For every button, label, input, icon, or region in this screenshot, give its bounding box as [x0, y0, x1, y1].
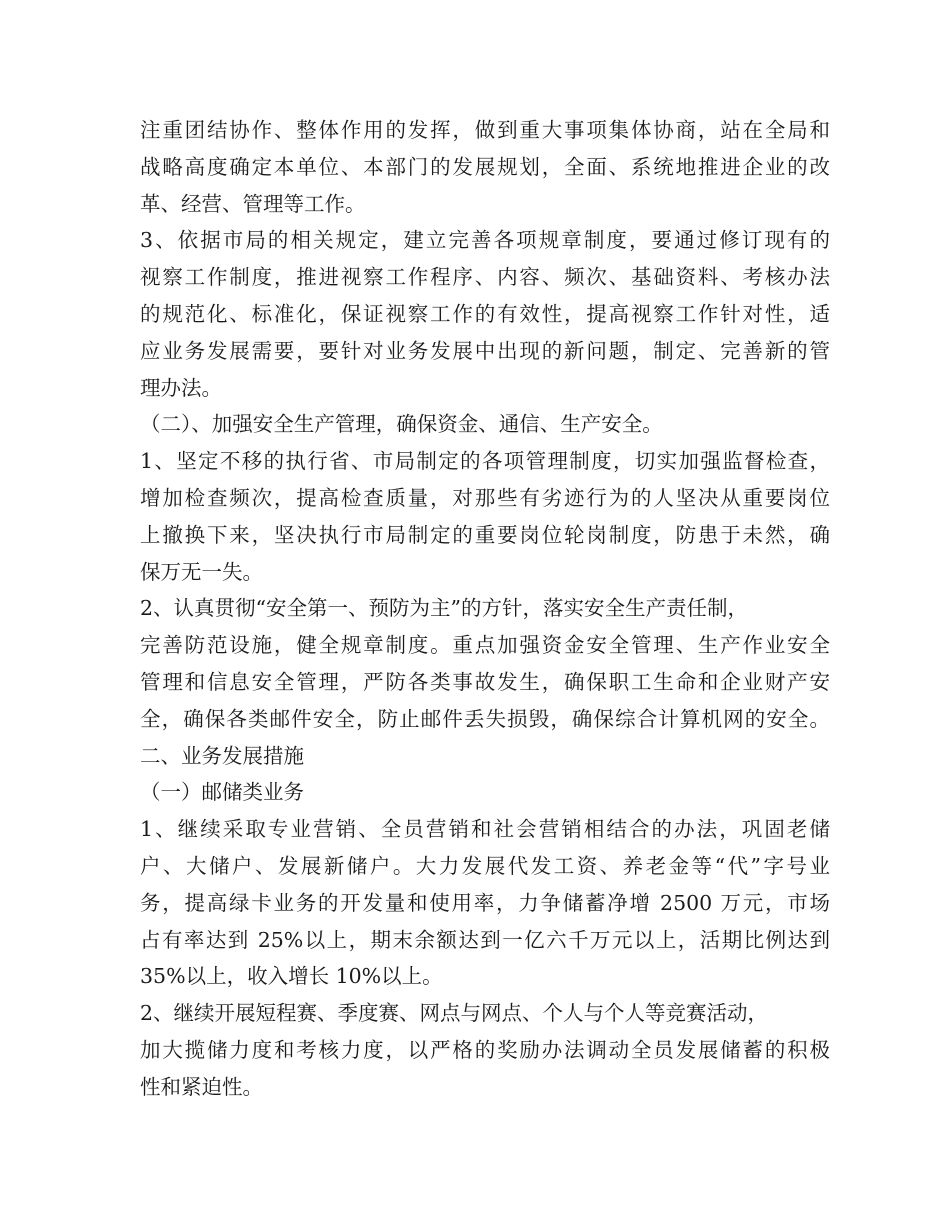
text-line: 35%以上，收入增长 10%以上。: [140, 964, 443, 989]
text-line: 2、继续开展短程赛、季度赛、网点与网点、个人与个人等竞赛活动，: [140, 1001, 769, 1026]
text-line: 视察工作制度，推进视察工作程序、内容、频次、基础资料、考核办法: [140, 265, 830, 290]
text-line: 1、继续采取专业营销、全员营销和社会营销相结合的办法，巩固老储: [140, 817, 830, 842]
section-heading: （二）、加强安全生产管理，确保资金、通信、生产安全。: [140, 412, 663, 437]
text-line: 增加检查频次，提高检查质量，对那些有劣迹行为的人坚决从重要岗位: [140, 485, 830, 510]
text-line: 户、大储户、发展新储户。大力发展代发工资、养老金等“代”字号业: [140, 853, 830, 878]
text-line: 性和紧迫性。: [140, 1074, 263, 1099]
text-line: 加大揽储力度和考核力度，以严格的奖励办法调动全员发展储蓄的积极: [140, 1037, 830, 1062]
text-line: 3、依据市局的相关规定，建立完善各项规章制度，要通过修订现有的: [140, 228, 830, 253]
text-line: 全，确保各类邮件安全，防止邮件丢失损毁，确保综合计算机网的安全。: [140, 706, 830, 731]
text-line: 应业务发展需要，要针对业务发展中出现的新问题，制定、完善新的管: [140, 338, 830, 363]
text-line: 的规范化、标准化，保证视察工作的有效性，提高视察工作针对性，适: [140, 301, 830, 326]
text-line: 注重团结协作、整体作用的发挥，做到重大事项集体协商，站在全局和: [140, 118, 830, 142]
text-line: 战略高度确定本单位、本部门的发展规划，全面、系统地推进企业的改: [140, 154, 830, 179]
text-line: 保万无一失。: [140, 559, 263, 584]
text-line: 革、经营、管理等工作。: [140, 191, 366, 216]
text-line: 完善防范设施，健全规章制度。重点加强资金安全管理、生产作业安全: [140, 633, 830, 658]
document-page: [140, 112, 830, 1106]
text-line: 占有率达到 25%以上，期末余额达到一亿六千万元以上，活期比例达到: [140, 927, 830, 952]
text-line: 上撤换下来，坚决执行市局制定的重要岗位轮岗制度，防患于未然，确: [140, 522, 830, 547]
section-heading: 二、业务发展措施: [140, 743, 304, 768]
text-line: 2、认真贯彻“安全第一、预防为主”的方针，落实安全生产责任制，: [140, 596, 749, 621]
text-line: 管理和信息安全管理，严防各类事故发生，确保职工生命和企业财产安: [140, 669, 830, 694]
text-line: 1、坚定不移的执行省、市局制定的各项管理制度，切实加强监督检查，: [140, 449, 830, 474]
subsection-heading: （一）邮储类业务: [140, 780, 304, 805]
text-line: 务，提高绿卡业务的开发量和使用率，力争储蓄净增 2500 万元，市场: [140, 890, 830, 915]
text-line: 理办法。: [140, 375, 222, 400]
